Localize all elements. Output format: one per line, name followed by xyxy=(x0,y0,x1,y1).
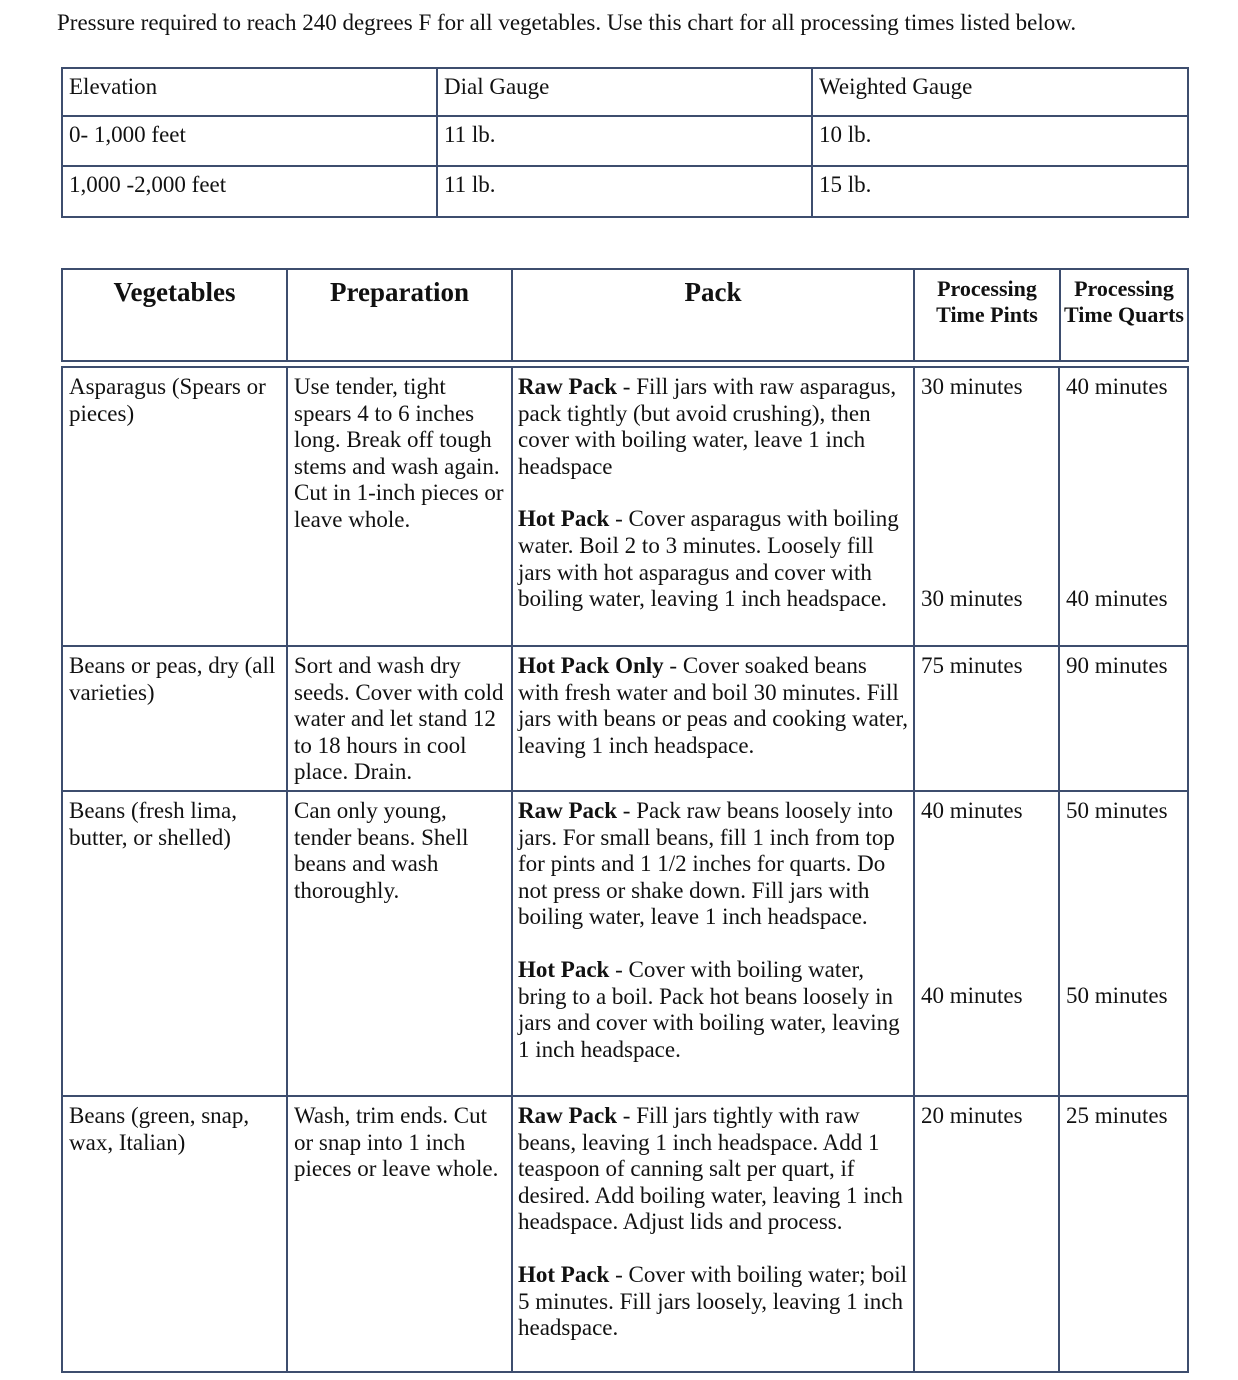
hot-pack-paragraph xyxy=(518,957,909,1063)
dial-gauge-cell: 11 lb. xyxy=(437,116,812,166)
processing-header-table xyxy=(61,268,1189,362)
pints-cell xyxy=(914,791,1059,1096)
weighted-gauge-cell: 15 lb. xyxy=(812,166,1188,217)
pints-value: 30 minutes xyxy=(921,586,1023,611)
pack-cell xyxy=(512,646,914,791)
pressure-table xyxy=(61,67,1189,218)
pack-text: - Cover asparagus with boiling water. Boil 2 to 3 minutes. Loosely fill jars with hot asparagus and cover with boiling water, leaving 1 inch headspace. xyxy=(518,506,899,612)
pints-cell xyxy=(914,367,1059,646)
table-row xyxy=(62,116,1188,166)
dial-gauge-header: Dial Gauge xyxy=(437,68,812,116)
pack-text: - Cover soaked beans with fresh water and boil 30 minutes. Fill jars with beans or peas and cooking water, leaving 1 inch headspace. xyxy=(518,653,908,758)
vegetables-header: Vegetables xyxy=(62,269,287,361)
preparation-cell: Sort and wash dry seeds. Cover with cold water and let stand 12 to 18 hours in cool place. Drain. xyxy=(287,646,512,791)
raw-pack-paragraph xyxy=(518,1103,909,1236)
pints-header: Processing Time Pints xyxy=(914,269,1060,361)
weighted-gauge-header: Weighted Gauge xyxy=(812,68,1188,116)
table-row xyxy=(62,166,1188,217)
quarts-value: 50 minutes xyxy=(1066,798,1168,823)
quarts-value: 40 minutes xyxy=(1066,374,1168,399)
elevation-cell: 1,000 -2,000 feet xyxy=(62,166,437,217)
pack-cell xyxy=(512,367,914,646)
intro-text: Pressure required to reach 240 degrees F for all vegetables. Use this chart for all processing times listed below. xyxy=(57,10,1077,35)
pack-text: - Cover with boiling water, bring to a boil. Pack hot beans loosely in jars and cover with boiling water, leaving 1 inch headspace. xyxy=(518,956,900,1062)
pack-cell xyxy=(512,791,914,1096)
pack-label: Hot Pack xyxy=(518,506,610,532)
quarts-cell xyxy=(1059,646,1188,791)
pack-text: - Fill jars with raw asparagus, pack tightly (but avoid crushing), then cover with boiling water, leave 1 inch headspace xyxy=(518,374,897,479)
raw-pack-paragraph xyxy=(518,374,909,480)
pack-label: Raw Pack xyxy=(518,798,618,823)
quarts-cell xyxy=(1059,1096,1188,1372)
pack-label: Hot Pack Only xyxy=(518,653,664,678)
preparation-cell: Wash, trim ends. Cut or snap into 1 inch pieces or leave whole. xyxy=(287,1096,512,1372)
vegetable-cell: Beans (fresh lima, butter, or shelled) xyxy=(62,791,287,1096)
pints-value: 30 minutes xyxy=(921,374,1023,399)
quarts-value: 25 minutes xyxy=(1066,1103,1168,1128)
weighted-gauge-cell: 10 lb. xyxy=(812,116,1188,166)
pack-header: Pack xyxy=(512,269,914,361)
table-row xyxy=(62,646,1188,791)
elevation-header: Elevation xyxy=(62,68,437,116)
quarts-value: 50 minutes xyxy=(1066,983,1168,1008)
quarts-value: 40 minutes xyxy=(1066,586,1168,611)
pack-text: - Pack raw beans loosely into jars. For small beans, fill 1 inch from top for pints and 1 1/2 inches for quarts. Do not press or shake down. Fill jars with boiling water, leave 1 inch headspace. xyxy=(518,798,895,930)
pack-label: Hot Pack xyxy=(518,956,610,982)
table-row xyxy=(62,269,1188,361)
table-row xyxy=(62,791,1188,1096)
table-row xyxy=(62,367,1188,646)
preparation-cell: Use tender, tight spears 4 to 6 inches long. Break off tough stems and wash again. Cut in 1-inch pieces or leave whole. xyxy=(287,367,512,646)
pints-value: 20 minutes xyxy=(921,1103,1023,1128)
quarts-cell xyxy=(1059,367,1188,646)
pack-label: Hot Pack xyxy=(518,1261,610,1287)
pack-label: Raw Pack xyxy=(518,374,618,399)
preparation-cell: Can only young, tender beans. Shell beans and wash thoroughly. xyxy=(287,791,512,1096)
dial-gauge-cell: 11 lb. xyxy=(437,166,812,217)
pints-value: 40 minutes xyxy=(921,798,1023,823)
vegetable-cell: Asparagus (Spears or pieces) xyxy=(62,367,287,646)
preparation-header: Preparation xyxy=(287,269,512,361)
hot-pack-paragraph xyxy=(518,1262,909,1342)
raw-pack-paragraph xyxy=(518,798,909,931)
pack-text: - Cover with boiling water; boil 5 minutes. Fill jars loosely, leaving 1 inch headspace. xyxy=(518,1261,908,1341)
pints-cell xyxy=(914,646,1059,791)
pack-label: Raw Pack xyxy=(518,1103,618,1128)
elevation-cell: 0- 1,000 feet xyxy=(62,116,437,166)
table-row xyxy=(62,1096,1188,1372)
pints-value: 75 minutes xyxy=(921,653,1023,678)
vegetable-cell: Beans (green, snap, wax, Italian) xyxy=(62,1096,287,1372)
vegetable-cell: Beans or peas, dry (all varieties) xyxy=(62,646,287,791)
table-row xyxy=(62,68,1188,116)
processing-table xyxy=(61,366,1189,1373)
quarts-cell xyxy=(1059,791,1188,1096)
pints-value: 40 minutes xyxy=(921,983,1023,1008)
quarts-value: 90 minutes xyxy=(1066,653,1168,678)
pack-cell xyxy=(512,1096,914,1372)
hot-pack-only-paragraph xyxy=(518,653,909,759)
hot-pack-paragraph xyxy=(518,506,909,612)
quarts-header: Processing Time Quarts xyxy=(1060,269,1188,361)
pints-cell xyxy=(914,1096,1059,1372)
pack-text: - Fill jars tightly with raw beans, leaving 1 inch headspace. Add 1 teaspoon of canning salt per quart, if desired. Add boiling water, leaving 1 inch headspace. Adjust lids and process. xyxy=(518,1103,903,1235)
